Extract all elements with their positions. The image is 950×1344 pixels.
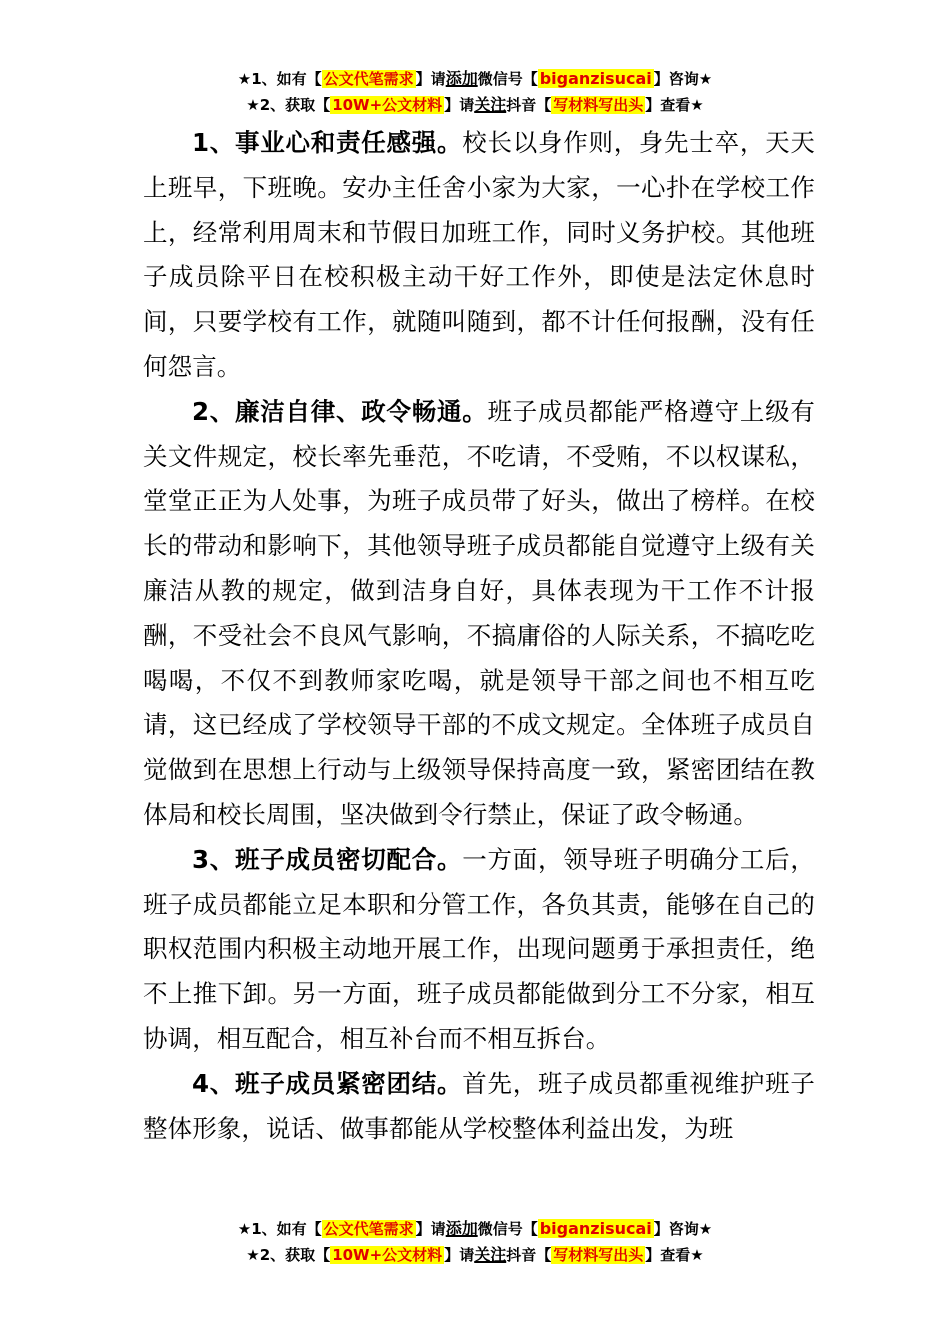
footer-line-1 xyxy=(0,1216,950,1242)
paragraph-3-text: 一方面，领导班子明确分工后，班子成员都能立足本职和分管工作，各负其责，能够在自己的职权范围内积极主动地开展工作，出现问题勇于承担责任，绝不上推下卸。另一方面，班子成员都能做到分工不分家，相互协调，相互配合，相互补台而不相互拆台。 xyxy=(143,844,815,1053)
header-underlined-follow: 关注 xyxy=(474,95,507,114)
paragraph-4-text: 首先，班子成员都重视维护班子整体形象，说话、做事都能从学校整体利益出发，为班 xyxy=(143,1068,815,1143)
paragraph-1-text: 校长以身作则，身先士卒，天天上班早，下班晚。安办主任舍小家为大家，一心扑在学校工作上，经常利用周末和节假日加班工作，同时义务护校。其他班子成员除平日在校积极主动干好工作外，即使是法定休息时间，只要学校有工作，就随叫随到，都不计任何报酬，没有任何怨言。 xyxy=(143,128,815,381)
footer-line-2 xyxy=(0,1242,950,1268)
footer-line-2-text-2: 抖音【 xyxy=(506,1246,552,1264)
footer-line-1-text: 】请 xyxy=(415,1220,446,1238)
footer-underlined-add: 添加 xyxy=(445,1219,478,1238)
footer-line-1-prefix: ★1、如有【 xyxy=(237,1220,322,1238)
header-line-2-prefix: ★2、获取【 xyxy=(246,96,331,114)
paragraph-1 xyxy=(143,121,815,390)
footer-underlined-follow: 关注 xyxy=(474,1245,507,1264)
footer-highlight-douyin-account: 写材料写出头 xyxy=(553,1246,644,1264)
header-line-2 xyxy=(0,92,950,118)
footer-line-1-text-2: 微信号【 xyxy=(477,1220,538,1238)
header-banner xyxy=(0,66,950,118)
header-line-2-text: 】请 xyxy=(444,96,475,114)
paragraph-2 xyxy=(143,390,815,838)
paragraph-4 xyxy=(143,1062,815,1152)
header-underlined-add: 添加 xyxy=(445,69,478,88)
header-highlight-douyin-account: 写材料写出头 xyxy=(553,96,644,114)
paragraph-4-heading: 4、班子成员紧密团结。 xyxy=(192,1068,463,1098)
header-line-1-text: 】请 xyxy=(415,70,446,88)
header-line-1 xyxy=(0,66,950,92)
paragraph-2-text: 班子成员都能严格遵守上级有关文件规定，校长率先垂范，不吃请，不受贿，不以权谋私，堂堂正正为人处事，为班子成员带了好头，做出了榜样。在校长的带动和影响下，其他领导班子成员都能自觉遵守上级有关廉洁从教的规定，做到洁身自好，具体表现为干工作不计报酬，不受社会不良风气影响，不搞庸俗的人际关系，不搞吃吃喝喝，不仅不到教师家吃喝，就是领导干部之间也不相互吃请，这已经成了学校领导干部的不成文规定。全体班子成员自觉做到在思想上行动与上级领导保持高度一致，紧密团结在教体局和校长周围，坚决做到令行禁止，保证了政令畅通。 xyxy=(143,396,815,829)
header-line-1-text-2: 微信号【 xyxy=(477,70,538,88)
footer-highlight-materials: 10W+公文材料 xyxy=(332,1246,443,1264)
footer-highlight-writing-service: 公文代笔需求 xyxy=(323,1220,414,1238)
footer-highlight-wechat-id: biganzisucai xyxy=(539,1219,652,1238)
footer-banner xyxy=(0,1216,950,1268)
footer-line-2-suffix: 】查看★ xyxy=(645,1246,704,1264)
paragraph-1-heading: 1、事业心和责任感强。 xyxy=(192,128,463,157)
paragraph-2-heading: 2、廉洁自律、政令畅通。 xyxy=(192,396,488,426)
footer-line-2-prefix: ★2、获取【 xyxy=(246,1246,331,1264)
paragraph-3 xyxy=(143,838,815,1062)
header-line-1-suffix: 】咨询★ xyxy=(653,70,713,88)
header-line-2-text-2: 抖音【 xyxy=(506,96,552,114)
header-line-1-prefix: ★1、如有【 xyxy=(237,70,322,88)
header-highlight-writing-service: 公文代笔需求 xyxy=(323,70,414,88)
footer-line-1-suffix: 】咨询★ xyxy=(653,1220,713,1238)
header-highlight-wechat-id: biganzisucai xyxy=(539,69,652,88)
document-body xyxy=(143,121,815,1151)
header-highlight-materials: 10W+公文材料 xyxy=(332,96,443,114)
paragraph-3-heading: 3、班子成员密切配合。 xyxy=(192,844,463,874)
footer-line-2-text: 】请 xyxy=(444,1246,475,1264)
header-line-2-suffix: 】查看★ xyxy=(645,96,704,114)
